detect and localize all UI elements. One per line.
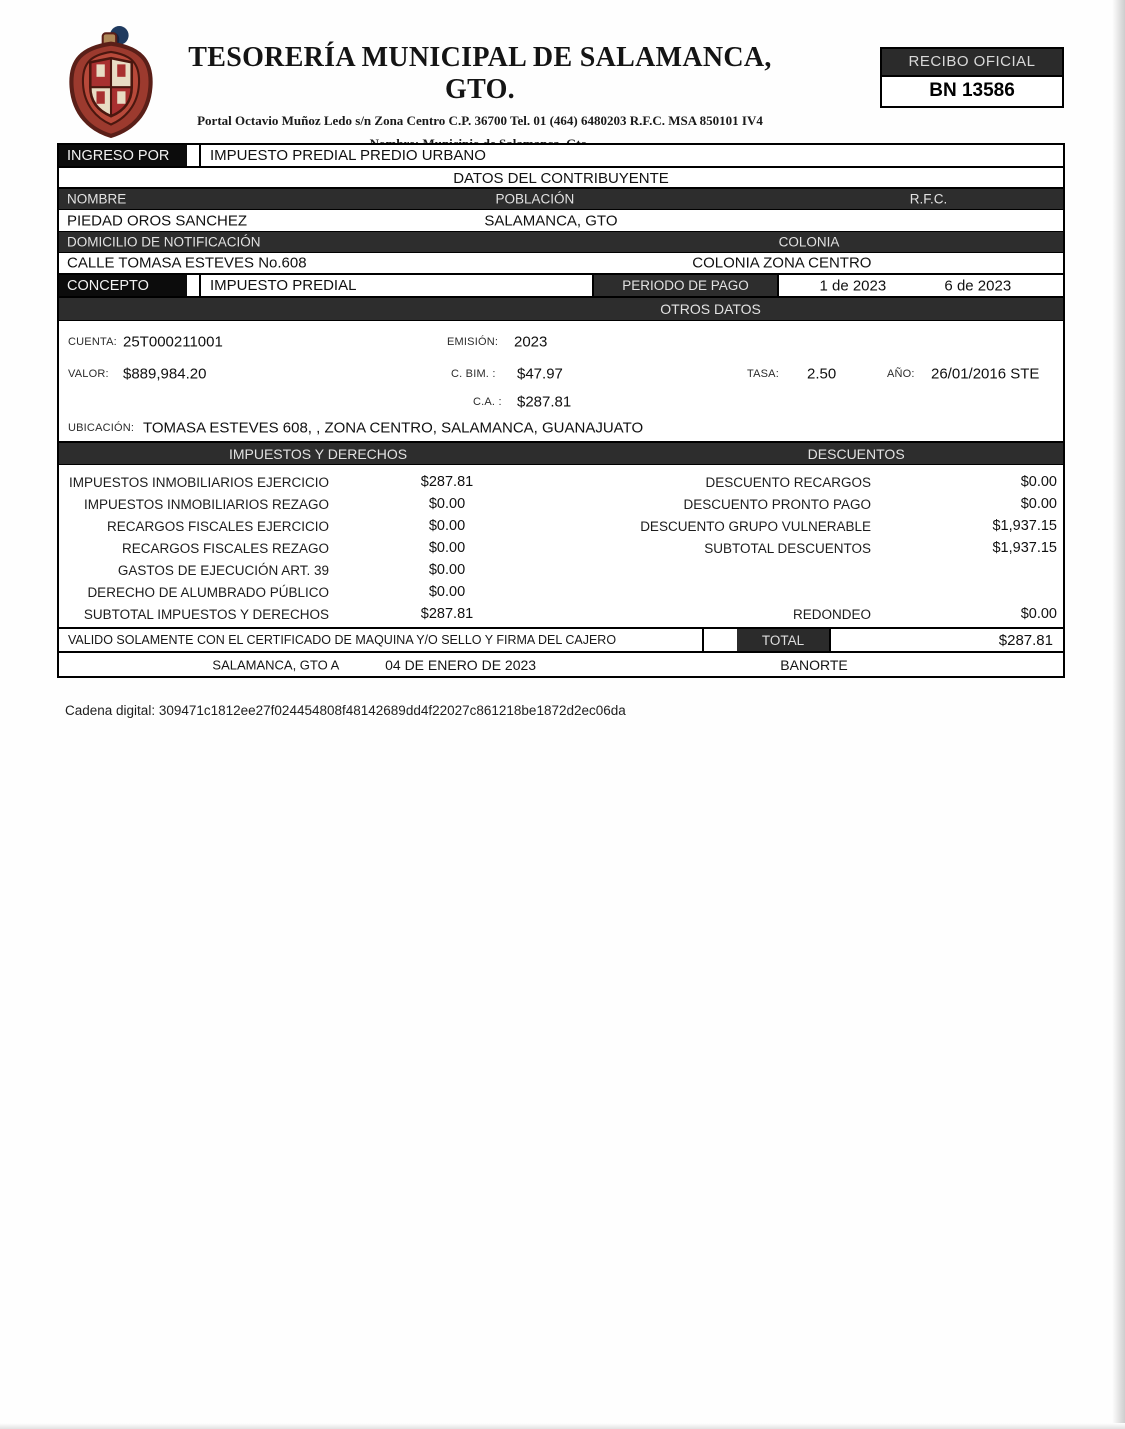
emision-value: 2023 xyxy=(514,333,548,351)
valido-text: VALIDO SOLAMENTE CON EL CERTIFICADO DE MAQUINA Y/O SELLO Y FIRMA DEL CAJERO xyxy=(59,629,704,651)
discount-label: SUBTOTAL DESCUENTOS xyxy=(704,540,871,556)
charges-row xyxy=(59,493,1063,515)
row-ingreso-por xyxy=(59,145,1063,168)
official-receipt-box xyxy=(880,47,1064,108)
charges-row xyxy=(59,581,1063,603)
tasa-label: TASA: xyxy=(747,368,779,380)
nombre-label: NOMBRE xyxy=(67,191,127,207)
ca-label: C.A. : xyxy=(473,396,502,408)
discount-value: $0.00 xyxy=(1020,606,1057,622)
otros-line-ubicacion xyxy=(59,419,1063,437)
bar-charges-header xyxy=(59,443,1063,465)
charge-label: RECARGOS FISCALES EJERCICIO xyxy=(106,518,329,534)
impuestos-derechos-title: IMPUESTOS Y DERECHOS xyxy=(228,445,408,462)
periodo-inicio: 1 de 2023 xyxy=(819,277,887,294)
discount-value: $1,937.15 xyxy=(992,540,1057,556)
row-place-date-bank xyxy=(59,653,1063,676)
ano-label: AÑO: xyxy=(887,368,915,380)
total-value: $287.81 xyxy=(829,629,1063,651)
concepto-gap xyxy=(187,275,199,296)
bank-text: BANORTE xyxy=(780,656,848,673)
scan-edge-right xyxy=(1112,0,1125,1429)
ubicacion-value: TOMASA ESTEVES 608, , ZONA CENTRO, SALAMANCA, GUANAJUATO xyxy=(143,419,644,437)
otros-line-ca xyxy=(59,393,1063,411)
cadena-digital: Cadena digital: 309471c1812ee27f024454808f48142689dd4f22027c861218be1872d2ec06da xyxy=(65,703,626,718)
colonia-value: COLONIA ZONA CENTRO xyxy=(692,254,872,272)
charge-value: $0.00 xyxy=(428,496,466,512)
poblacion-label: POBLACIÓN xyxy=(495,191,575,207)
concepto-value: IMPUESTO PREDIAL xyxy=(199,275,594,296)
bar-otros-datos xyxy=(59,298,1063,321)
header-text-block xyxy=(150,42,810,152)
row-concepto xyxy=(59,275,1063,298)
header-address: Portal Octavio Muñoz Ledo s/n Zona Centro C.P. 36700 Tel. 01 (464) 6480203 R.F.C. MSA 850101 IV4 xyxy=(197,113,763,128)
charge-value: $287.81 xyxy=(420,474,474,490)
ano-value: 26/01/2016 STE xyxy=(931,365,1040,383)
ingreso-por-label: INGRESO POR xyxy=(59,145,187,166)
cbim-label: C. BIM. : xyxy=(451,368,496,380)
discount-value: $1,937.15 xyxy=(992,518,1057,534)
periodo-de-pago-label: PERIODO DE PAGO xyxy=(594,275,777,296)
section-title-contribuyente: DATOS DEL CONTRIBUYENTE xyxy=(59,168,1063,189)
date-text: 04 DE ENERO DE 2023 xyxy=(385,656,537,673)
charges-row xyxy=(59,515,1063,537)
bar-nombre-poblacion-rfc xyxy=(59,189,1063,210)
crest-svg xyxy=(58,25,164,139)
charge-label: GASTOS DE EJECUCIÓN ART. 39 xyxy=(117,562,329,578)
colonia-label: COLONIA xyxy=(778,234,840,250)
periodo-fechas xyxy=(777,275,1063,296)
charges-row xyxy=(59,471,1063,493)
charge-label: IMPUESTOS INMOBILIARIOS REZAGO xyxy=(83,496,329,512)
charges-table xyxy=(59,465,1063,629)
charge-label: IMPUESTOS INMOBILIARIOS EJERCICIO xyxy=(68,474,329,490)
charge-value: $0.00 xyxy=(428,540,466,556)
discount-value: $0.00 xyxy=(1020,496,1057,512)
charges-row xyxy=(59,559,1063,581)
receipt-number: BN 13586 xyxy=(880,77,1064,108)
charge-label: DERECHO DE ALUMBRADO PÚBLICO xyxy=(87,584,329,600)
discount-value: $0.00 xyxy=(1020,474,1057,490)
otros-datos-title: OTROS DATOS xyxy=(660,301,761,317)
bar-domicilio-colonia xyxy=(59,232,1063,253)
receipt-body xyxy=(57,143,1065,678)
rfc-label: R.F.C. xyxy=(909,191,948,207)
charge-label: SUBTOTAL IMPUESTOS Y DERECHOS xyxy=(83,606,329,622)
cbim-value: $47.97 xyxy=(517,365,563,383)
tasa-value: 2.50 xyxy=(807,365,837,383)
charges-row xyxy=(59,537,1063,559)
descuentos-title: DESCUENTOS xyxy=(807,445,905,462)
total-label: TOTAL xyxy=(737,629,829,651)
discount-label: DESCUENTO PRONTO PAGO xyxy=(683,496,871,512)
row-contribuyente-values xyxy=(59,210,1063,232)
charge-value: $0.00 xyxy=(428,562,466,578)
domicilio-value: CALLE TOMASA ESTEVES No.608 xyxy=(67,254,307,272)
concepto-label: CONCEPTO xyxy=(59,275,187,296)
periodo-fin: 6 de 2023 xyxy=(944,277,1012,294)
otros-line-valor xyxy=(59,365,1063,383)
emision-label: EMISIÓN: xyxy=(447,336,499,348)
row-total xyxy=(59,629,1063,653)
poblacion-value: SALAMANCA, GTO xyxy=(484,212,618,229)
charge-label: RECARGOS FISCALES REZAGO xyxy=(121,540,329,556)
page-title: TESORERÍA MUNICIPAL DE SALAMANCA, GTO. xyxy=(188,42,772,105)
cuenta-label: CUENTA: xyxy=(68,336,117,348)
charge-value: $0.00 xyxy=(428,584,466,600)
domicilio-label: DOMICILIO DE NOTIFICACIÓN xyxy=(67,234,261,250)
place-text: SALAMANCA, GTO A xyxy=(212,657,340,672)
nombre-value: PIEDAD OROS SANCHEZ xyxy=(67,212,248,229)
valor-value: $889,984.20 xyxy=(123,365,207,383)
ca-value: $287.81 xyxy=(517,393,572,411)
row-domicilio-values xyxy=(59,253,1063,275)
discount-label: DESCUENTO GRUPO VULNERABLE xyxy=(640,518,871,534)
charge-value: $287.81 xyxy=(420,606,474,622)
ingreso-gap xyxy=(187,145,199,166)
municipal-crest-icon xyxy=(58,25,164,139)
discount-label: DESCUENTO RECARGOS xyxy=(705,474,871,490)
discount-label: REDONDEO xyxy=(792,606,871,622)
scan-edge-bottom xyxy=(0,1423,1125,1429)
total-gap xyxy=(704,629,737,651)
otros-line-cuenta xyxy=(59,333,1063,351)
valor-label: VALOR: xyxy=(68,368,109,380)
ubicacion-label: UBICACIÓN: xyxy=(68,422,135,434)
cuenta-value: 25T000211001 xyxy=(123,333,223,351)
charges-row xyxy=(59,603,1063,625)
otros-datos-content xyxy=(59,321,1063,443)
ingreso-por-value: IMPUESTO PREDIAL PREDIO URBANO xyxy=(199,145,1063,166)
charge-value: $0.00 xyxy=(428,518,466,534)
receipt-label: RECIBO OFICIAL xyxy=(880,47,1064,77)
